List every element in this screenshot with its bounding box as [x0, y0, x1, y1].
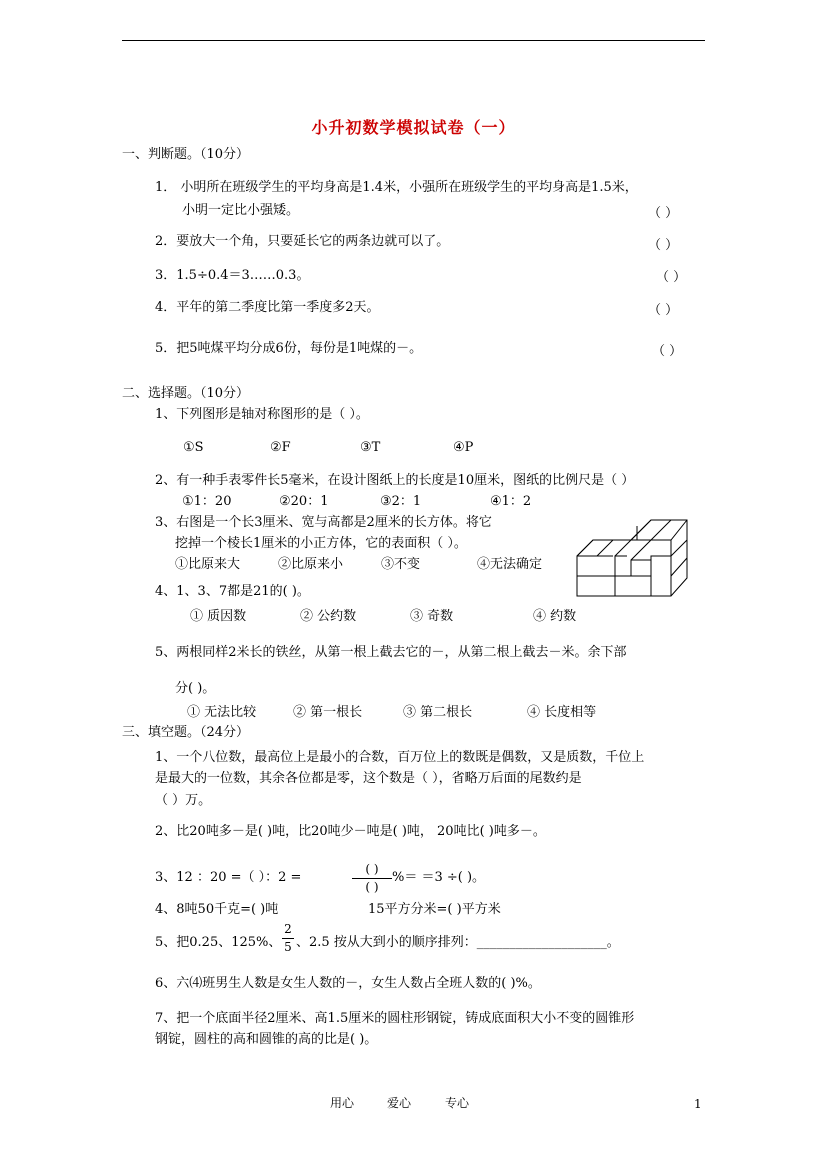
s2-q3-opt4[interactable]: ④无法确定 — [477, 557, 543, 572]
page-number: 1 — [694, 1097, 702, 1111]
s2-q5-opt4[interactable]: ④ 长度相等 — [527, 705, 597, 720]
cuboid-figure — [575, 518, 693, 598]
s2-q1-opt4[interactable]: ④P — [453, 440, 474, 455]
s2-q1-opt1[interactable]: ①S — [183, 440, 204, 455]
cuboid-edge — [671, 540, 687, 556]
s2-q5-opt3[interactable]: ③ 第二根长 — [403, 705, 473, 720]
cuboid-edge — [651, 520, 671, 540]
s2-q2-opt3[interactable]: ③2：1 — [380, 494, 422, 509]
s3-q7-line2: 钢锭，圆柱的高和圆锥的高的比是( )。 — [155, 1032, 378, 1047]
s2-q5-line2: 分( )。 — [175, 681, 216, 696]
s3-q5-part1: 5、把0.25、125%、 — [155, 935, 282, 950]
s1-q4-answer-blank[interactable]: （ ） — [648, 303, 679, 318]
s2-q3-opt1[interactable]: ①比原来大 — [175, 557, 241, 572]
cuboid-edge — [631, 520, 687, 540]
s3-q3-fraction[interactable] — [352, 862, 392, 895]
cuboid-cell — [577, 576, 615, 596]
cuboid-edge — [671, 558, 687, 576]
s3-q1-line1: 1、一个八位数，最高位上是最小的合数，百万位上的数既是偶数，又是质数，千位上 — [155, 750, 645, 765]
s3-q1-line3: （ ）万。 — [155, 793, 212, 808]
s3-q3-part2: %＝ ＝3 ÷( )。 — [392, 870, 486, 885]
s2-q2-opt2[interactable]: ②20：1 — [279, 494, 329, 509]
s2-q5-opt2[interactable]: ② 第一根长 — [293, 705, 363, 720]
s1-q1-line1: 1． 小明所在班级学生的平均身高是1.4米，小强所在班级学生的平均身高是1.5米， — [155, 180, 638, 195]
s3-q3-part1: 3、12 ：20 =（ ）：2 = — [155, 870, 302, 885]
s2-q3-opt2[interactable]: ②比原来小 — [278, 557, 344, 572]
s1-q2-answer-blank[interactable]: （ ） — [648, 238, 679, 253]
s3-q4-b: 15平方分米=( )平方米 — [368, 902, 501, 917]
cuboid-edge — [651, 556, 671, 596]
footer-word-3: 专心 — [445, 1096, 470, 1110]
fraction-numerator: 2 — [284, 922, 292, 936]
s2-q3-line1: 3、右图是一个长3厘米、宽与高都是2厘米的长方体。将它 — [155, 515, 492, 530]
s2-q4-opt1[interactable]: ① 质因数 — [190, 609, 247, 624]
fraction-denominator: ( ) — [365, 880, 379, 894]
s2-q2-opt1[interactable]: ①1：20 — [182, 494, 232, 509]
s2-q4: 4、1、3、7都是21的( )。 — [155, 584, 310, 599]
s3-q4-a: 4、8吨50千克=( )吨 — [155, 902, 279, 917]
s2-q5-opt1[interactable]: ① 无法比较 — [187, 705, 257, 720]
section1-heading: 一、判断题。（10分） — [122, 147, 250, 162]
s3-q2: 2、比20吨多－是( )吨，比20吨少－吨是( )吨， 20吨比( )吨多－。 — [155, 824, 546, 839]
section3-heading: 三、填空题。（24分） — [122, 725, 250, 740]
cuboid-edge — [615, 540, 631, 556]
cuboid-edge — [615, 556, 627, 576]
s3-q5-part2: 、2.5 按从大到小的顺序排列：____________________。 — [296, 935, 620, 950]
s3-q1-line2: 是最大的一位数，其余各位都是零，这个数是（ ），省略万后面的尾数约是 — [155, 771, 582, 786]
fraction-bar — [282, 938, 294, 939]
footer-word-1: 用心 — [330, 1096, 355, 1110]
fraction-denominator: 5 — [284, 940, 292, 954]
s1-q1-answer-blank[interactable]: （ ） — [648, 206, 679, 221]
s1-q4: 4．平年的第二季度比第一季度多2天。 — [155, 300, 380, 315]
section2-heading: 二、选择题。（10分） — [122, 386, 250, 401]
s2-q1: 1、下列图形是轴对称图形的是（ ）。 — [155, 407, 369, 422]
s1-q2: 2．要放大一个角，只要延长它的两条边就可以了。 — [155, 234, 450, 249]
cuboid-edge — [631, 520, 651, 540]
footer-word-2: 爱心 — [387, 1096, 412, 1110]
s2-q4-opt2[interactable]: ② 公约数 — [300, 609, 357, 624]
s3-q6: 6、六⑷班男生人数是女生人数的－，女生人数占全班人数的( )%。 — [155, 976, 541, 991]
s2-q4-opt4[interactable]: ④ 约数 — [533, 609, 577, 624]
s2-q5-line1: 5、两根同样2米长的铁丝，从第一根上截去它的－，从第二根上截去－米。余下部 — [155, 645, 627, 660]
s3-q7-line1: 7、把一个底面半径2厘米、高1.5厘米的圆柱形钢锭，铸成底面积大小不变的圆锥形 — [155, 1011, 635, 1026]
s3-q5-fraction — [282, 922, 294, 955]
s2-q3-opt3[interactable]: ③不变 — [381, 557, 421, 572]
cuboid-cell — [615, 576, 651, 596]
s2-q1-opt2[interactable]: ②F — [270, 440, 291, 455]
page-title: 小升初数学模拟试卷（一） — [311, 118, 516, 137]
cuboid-edge — [597, 540, 613, 556]
s2-q2-opt4[interactable]: ④1：2 — [490, 494, 532, 509]
s2-q2: 2、有一种手表零件长5毫米，在设计图纸上的长度是10厘米，图纸的比例尺是（ ） — [155, 473, 635, 488]
s1-q5: 5．把5吨煤平均分成6份，每份是1吨煤的－。 — [155, 341, 423, 356]
cuboid-edge — [577, 540, 593, 556]
header-rule — [122, 40, 705, 41]
s2-q4-opt3[interactable]: ③ 奇数 — [410, 609, 454, 624]
s1-q3: 3．1.5÷0.4＝3……0.3。 — [155, 268, 310, 283]
s2-q1-opt3[interactable]: ③T — [360, 440, 381, 455]
s1-q3-answer-blank[interactable]: （ ） — [656, 270, 687, 285]
fraction-numerator: ( ) — [365, 862, 379, 876]
s1-q1-line2: 小明一定比小强矮。 — [182, 203, 300, 218]
cuboid-edge — [577, 556, 613, 576]
s1-q5-answer-blank[interactable]: （ ） — [652, 344, 683, 359]
s2-q3-line2: 挖掉一个棱长1厘米的小正方体，它的表面积（ ）。 — [175, 536, 467, 551]
cuboid-cutout-edge — [631, 540, 651, 576]
fraction-bar — [352, 878, 392, 879]
